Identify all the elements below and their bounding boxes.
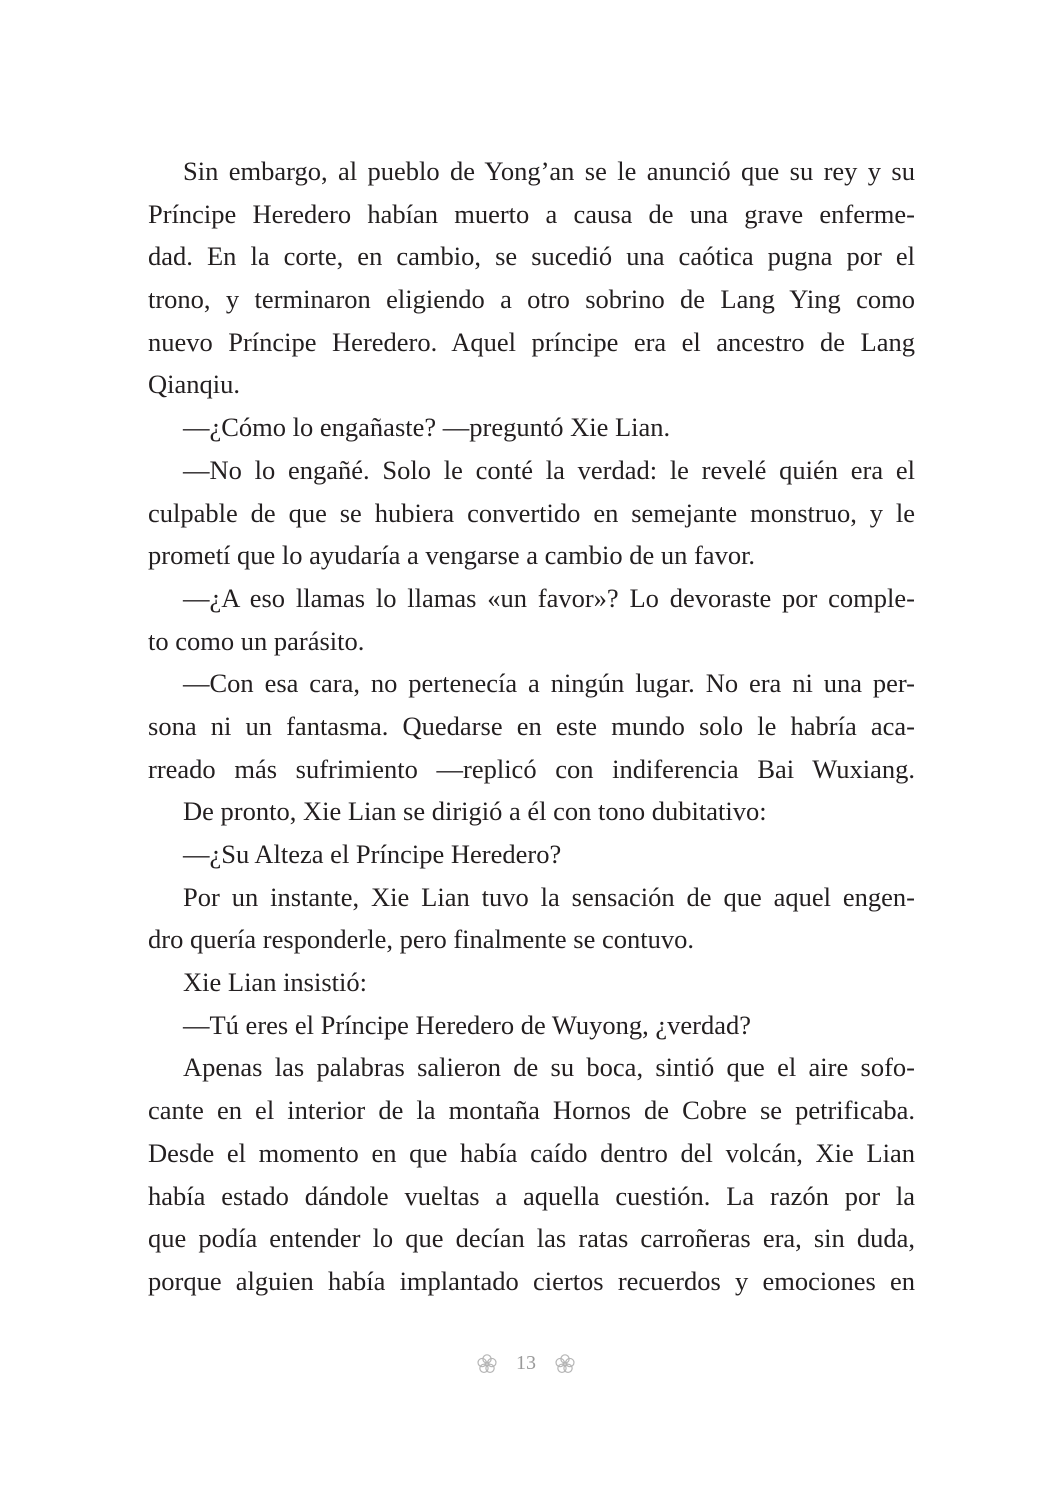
- text-line: De pronto, Xie Lian se dirigió a él con tono dubitativo:: [183, 796, 767, 827]
- text-line: Sin embargo, al pueblo de Yong’an se le anunció que su rey y su: [183, 156, 915, 186]
- text-line: Xie Lian insistió:: [183, 967, 368, 998]
- text-line: cante en el interior de la montaña Hornos de Cobre se petrificaba.: [148, 1095, 915, 1126]
- page-footer: [0, 1352, 1052, 1375]
- text-line: Príncipe Heredero habían muerto a causa de una grave enferme-: [148, 198, 915, 229]
- text-line: prometí que lo ayudaría a vengarse a cambio de un favor.: [148, 540, 756, 571]
- text-line: sona ni un fantasma. Quedarse en este mundo solo le habría aca-: [148, 710, 915, 741]
- text-line: dro quería responderle, pero finalmente se contuvo.: [148, 924, 694, 955]
- text-line: trono, y terminaron eligiendo a otro sobrino de Lang Ying como: [148, 284, 915, 315]
- text-line: dad. En la corte, en cambio, se sucedió una caótica pugna por el: [148, 241, 915, 272]
- text-line: Desde el momento en que había caído dentro del volcán, Xie Lian: [148, 1137, 915, 1168]
- text-line: —¿Cómo lo engañaste? —preguntó Xie Lian.: [183, 412, 671, 443]
- text-line: —¿A eso llamas lo llamas «un favor»? Lo devoraste por comple-: [183, 582, 915, 613]
- text-line: Por un instante, Xie Lian tuvo la sensación de que aquel engen-: [183, 881, 915, 912]
- text-line: —¿Su Alteza el Príncipe Heredero?: [183, 839, 562, 869]
- body-text: [148, 150, 915, 1303]
- flower-icon: [476, 1353, 498, 1375]
- flower-icon: [554, 1353, 576, 1375]
- text-line: Apenas las palabras salieron de su boca, sintió que el aire sofo-: [183, 1052, 915, 1083]
- page-number: 13: [516, 1352, 536, 1374]
- text-line: culpable de que se hubiera convertido en semejante monstruo, y le: [148, 497, 915, 528]
- text-line: Qianqiu.: [148, 369, 240, 400]
- text-line: había estado dándole vueltas a aquella cuestión. La razón por la: [148, 1180, 915, 1211]
- text-line: que podía entender lo que decían las ratas carroñeras era, sin duda,: [148, 1223, 915, 1254]
- text-line: —Con esa cara, no pertenecía a ningún lugar. No era ni una per-: [183, 668, 915, 699]
- text-line: to como un parásito.: [148, 625, 365, 656]
- text-line: —No lo engañé. Solo le conté la verdad: le revelé quién era el: [183, 454, 915, 485]
- text-line: —Tú eres el Príncipe Heredero de Wuyong, ¿verdad?: [183, 1009, 751, 1040]
- text-line: rreado más sufrimiento —replicó con indiferencia Bai Wuxiang.: [148, 753, 915, 784]
- text-line: porque alguien había implantado ciertos recuerdos y emociones en: [148, 1265, 915, 1296]
- text-line: nuevo Príncipe Heredero. Aquel príncipe era el ancestro de Lang: [148, 326, 915, 357]
